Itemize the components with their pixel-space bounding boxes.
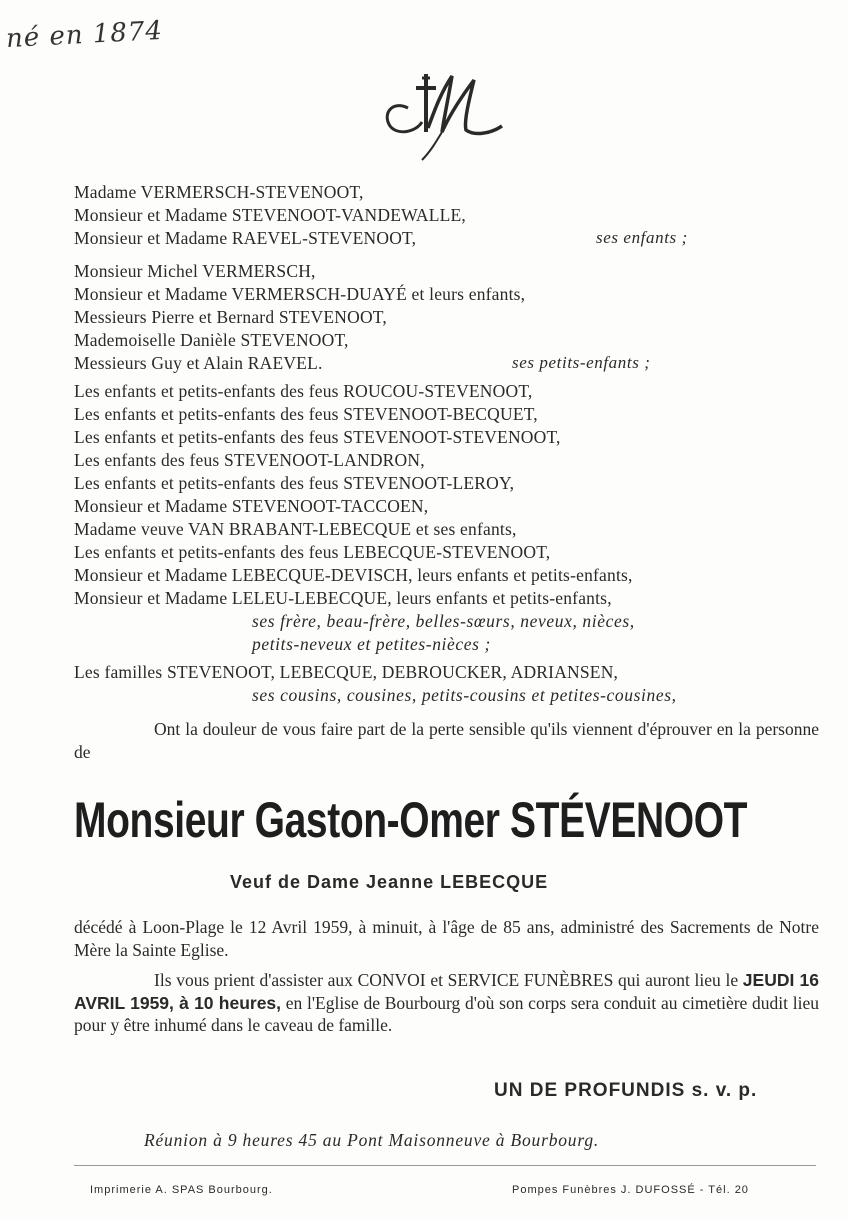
family-line: Les enfants et petits-enfants des feus ROUCOU-STEVENOOT,: [74, 381, 533, 401]
tag-enfants: ses enfants ;: [596, 228, 688, 247]
family-line: Madame veuve VAN BRABANT-LEBECQUE et ses enfants,: [74, 519, 517, 539]
family-line: Monsieur et Madame STEVENOOT-TACCOEN,: [74, 496, 429, 516]
family-line: Monsieur et Madame RAEVEL-STEVENOOT,: [74, 228, 417, 248]
family-line: Monsieur et Madame LELEU-LEBECQUE, leurs enfants et petits-enfants,: [74, 588, 612, 608]
footer-divider: [74, 1165, 816, 1166]
family-line: Monsieur et Madame STEVENOOT-VANDEWALLE,: [74, 205, 466, 225]
service-date: JEUDI 16 AVRIL 1959, à 10 heures,: [74, 970, 819, 1013]
announcement: Ont la douleur de vous faire part de la perte sensible qu'ils viennent d'éprouver en la personne de: [74, 719, 819, 762]
cross-monogram-icon: [378, 70, 508, 165]
family-line: Mademoiselle Danièle STEVENOOT,: [74, 330, 349, 350]
handwritten-note: né en 1874: [5, 15, 164, 55]
family-line: Les enfants et petits-enfants des feus LEBECQUE-STEVENOOT,: [74, 542, 551, 562]
footer-funeral-home: Pompes Funèbres J. DUFOSSÉ - Tél. 20: [512, 1184, 749, 1196]
widower-of: Veuf de Dame Jeanne LEBECQUE: [230, 872, 549, 892]
family-line: Messieurs Guy et Alain RAEVEL.: [74, 353, 323, 373]
deceased-name: Monsieur Gaston-Omer STÉVENOOT: [74, 792, 748, 848]
family-line-relation: ses cousins, cousines, petits-cousins et petites-cousines,: [252, 685, 677, 705]
invitation-text: Ils vous prient d'assister aux CONVOI et SERVICE FUNÈBRES qui auront lieu le: [154, 970, 743, 990]
tag-petits-enfants: ses petits-enfants ;: [512, 353, 651, 372]
invitation: [74, 969, 819, 1037]
family-line: Monsieur Michel VERMERSCH,: [74, 261, 316, 281]
footer-printer: Imprimerie A. SPAS Bourbourg.: [90, 1184, 273, 1196]
family-line: Les enfants et petits-enfants des feus STEVENOOT-LEROY,: [74, 473, 515, 493]
family-line: Les enfants des feus STEVENOOT-LANDRON,: [74, 450, 425, 470]
invitation-text: en l'Eglise de Bourbourg d'où son corps sera conduit au cimetière dudit lieu pour y être inhumé dans le caveau de famille.: [74, 992, 819, 1036]
family-line: Messieurs Pierre et Bernard STEVENOOT,: [74, 307, 387, 327]
family-line-relation: petits-neveux et petites-nièces ;: [252, 634, 491, 654]
reunion-note: Réunion à 9 heures 45 au Pont Maisonneuve à Bourbourg.: [144, 1130, 600, 1150]
profundis: UN DE PROFUNDIS s. v. p.: [494, 1080, 758, 1101]
family-line: Les familles STEVENOOT, LEBECQUE, DEBROUCKER, ADRIANSEN,: [74, 662, 619, 682]
family-line: Monsieur et Madame VERMERSCH-DUAYÉ et leurs enfants,: [74, 284, 526, 304]
family-line: Madame VERMERSCH-STEVENOOT,: [74, 182, 364, 202]
family-line: Les enfants et petits-enfants des feus STEVENOOT-STEVENOOT,: [74, 427, 561, 447]
death-details: décédé à Loon-Plage le 12 Avril 1959, à minuit, à l'âge de 85 ans, administré des Sacrements de Notre Mère la Sainte Eglise.: [74, 917, 819, 960]
family-line: Les enfants et petits-enfants des feus STEVENOOT-BECQUET,: [74, 404, 538, 424]
family-line-relation: ses frère, beau-frère, belles-sœurs, neveux, nièces,: [252, 611, 635, 631]
family-line: Monsieur et Madame LEBECQUE-DEVISCH, leurs enfants et petits-enfants,: [74, 565, 633, 585]
